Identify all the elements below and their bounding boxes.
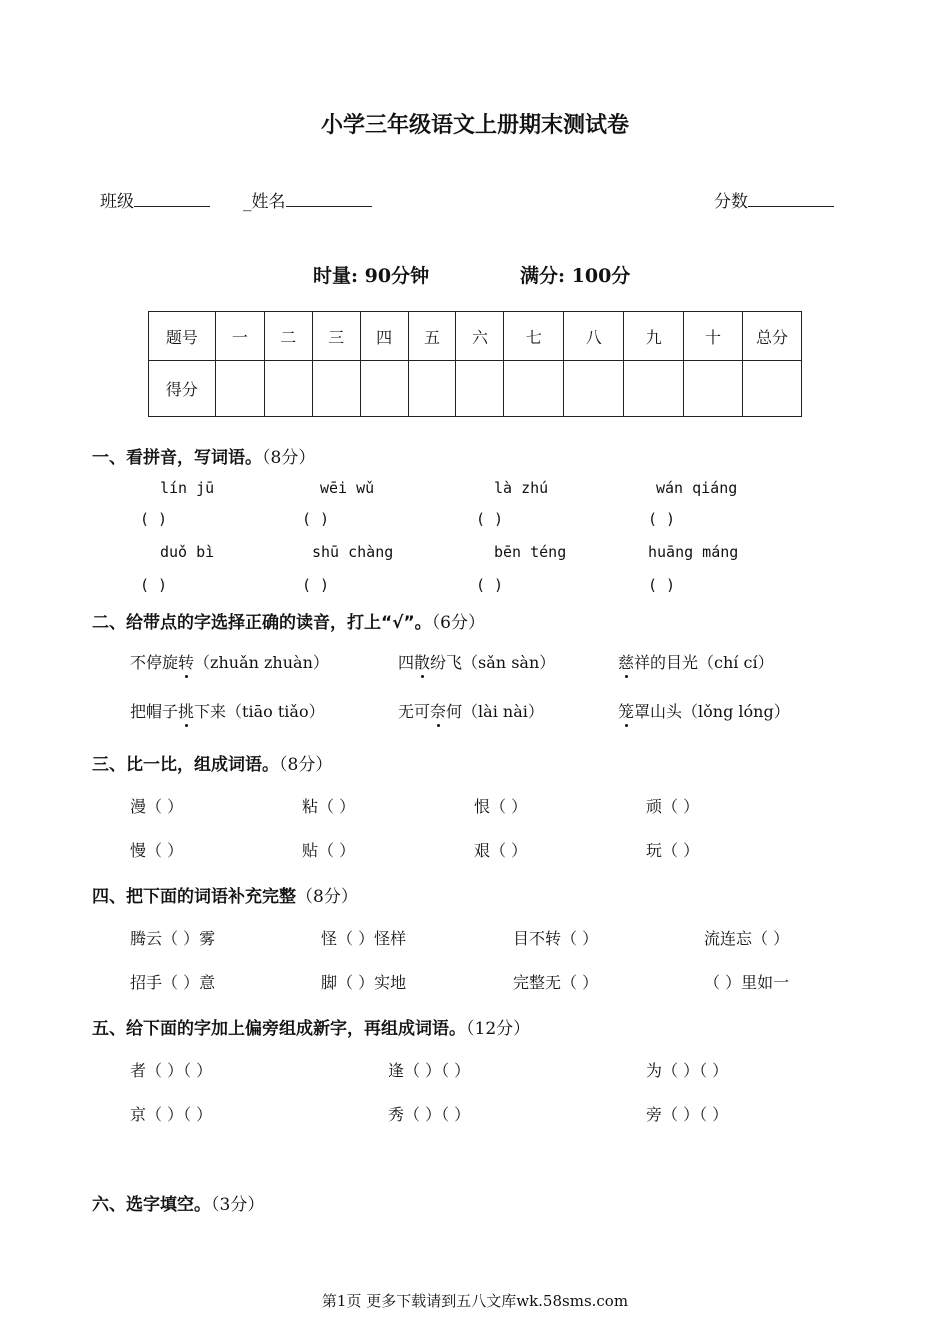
header-cell: 题号 [149,312,216,361]
answer-blank[interactable]: ( ) [140,576,168,594]
idiom-item[interactable]: 流连忘（ ） [704,929,790,948]
pinyin: wēi wǔ [320,479,375,497]
section-title: 二、给带点的字选择正确的读音，打上“√”。 [92,613,432,633]
answer-blank[interactable]: ( ) [476,510,504,528]
dotted-char: 慈 [618,650,634,673]
radical-item[interactable]: 旁（ ）（ ） [646,1105,729,1124]
word-text: 罩山头 [634,702,683,721]
score-cell[interactable] [456,361,504,417]
word-text: 祥的目光 [634,653,699,672]
word-text: 纷飞 [430,653,463,672]
header-cell: 四 [360,312,408,361]
time-limit: 时量: 90分钟 [313,265,430,287]
page-title: 小学三年级语文上册期末测试卷 [320,113,629,138]
score-cell[interactable] [742,361,801,417]
pinyin-options: （tiāo tiǎo） [226,702,325,721]
row-label-cell: 得分 [149,361,216,417]
dotted-char: 散 [414,650,430,673]
pinyin: là zhú [494,479,549,497]
compare-item[interactable]: 慢（ ） [130,841,184,860]
pinyin: lín jū [160,479,215,497]
score-label: 分数 [714,192,748,212]
class-underline [134,192,210,207]
header-cell: 五 [408,312,456,361]
reading-item[interactable] [130,699,325,722]
pinyin: duǒ bì [160,543,215,561]
header-cell: 二 [264,312,312,361]
reading-item[interactable] [618,650,774,673]
answer-blank[interactable]: ( ) [648,576,676,594]
header-cell: 九 [624,312,684,361]
word-text: 不停旋 [130,653,179,672]
reading-item[interactable] [398,699,544,722]
score-cell[interactable] [564,361,624,417]
reading-item[interactable] [618,699,790,722]
name-underline [286,192,372,207]
radical-item[interactable]: 为（ ）（ ） [646,1061,729,1080]
section-points: （8分） [262,448,316,468]
score-cell[interactable] [264,361,312,417]
compare-item[interactable]: 玩（ ） [646,841,700,860]
header-cell: 总分 [742,312,801,361]
score-table-header-row [149,312,802,361]
header-cell: 三 [312,312,360,361]
pinyin-options: （chí cí） [698,653,774,672]
section-points: （12分） [466,1019,531,1039]
reading-item[interactable] [130,650,329,673]
score-cell[interactable] [624,361,684,417]
pinyin: shū chàng [312,543,394,561]
answer-blank[interactable]: ( ) [476,576,504,594]
score-cell[interactable] [215,361,264,417]
section-5-heading [92,1014,530,1039]
score-underline [748,192,834,207]
dotted-char: 转 [178,650,194,673]
score-cell[interactable] [504,361,564,417]
section-4-heading [92,882,358,907]
section-title: 三、比一比，组成词语。 [92,755,279,775]
compare-item[interactable]: 漫（ ） [130,797,184,816]
idiom-item[interactable]: 怪（ ）怪样 [321,929,407,948]
pinyin-options: （zhuǎn zhuàn） [194,653,329,672]
answer-blank[interactable]: ( ) [302,576,330,594]
dotted-char: 笼 [618,699,634,722]
page-footer: 第1页 更多下载请到五八文库wk.58sms.com [321,1292,629,1310]
score-table [148,311,802,417]
header-cell: 七 [504,312,564,361]
section-3-heading [92,750,332,775]
class-field [100,187,210,212]
section-points: （8分） [296,887,358,907]
idiom-item[interactable]: （ ）里如一 [704,973,790,992]
pinyin-options: （lài nài） [462,702,544,721]
radical-item[interactable]: 者（ ）（ ） [130,1061,213,1080]
dotted-char: 奈 [430,699,446,722]
section-title: 五、给下面的字加上偏旁组成新字，再组成词语。 [92,1019,466,1039]
radical-item[interactable]: 秀（ ）（ ） [388,1105,471,1124]
pinyin: huāng máng [648,543,739,561]
section-points: （3分） [211,1195,265,1215]
idiom-item[interactable]: 腾云（ ）雾 [130,929,216,948]
compare-item[interactable]: 艰（ ） [474,841,528,860]
radical-item[interactable]: 京（ ）（ ） [130,1105,213,1124]
answer-blank[interactable]: ( ) [302,510,330,528]
answer-blank[interactable]: ( ) [140,510,168,528]
header-cell: 一 [215,312,264,361]
header-cell: 六 [456,312,504,361]
pinyin-options: （sǎn sàn） [462,653,556,672]
idiom-item[interactable]: 脚（ ）实地 [321,973,407,992]
score-field [714,187,834,212]
section-title: 四、把下面的词语补充完整 [92,887,296,907]
word-text: 何 [446,702,463,721]
section-2-heading [92,608,485,633]
section-points: （6分） [431,613,486,633]
word-text: 下来 [194,702,227,721]
name-field [243,187,372,212]
full-score: 满分: 100分 [520,265,631,287]
section-title: 一、看拼音，写词语。 [92,448,262,468]
class-label: 班级 [100,192,134,212]
idiom-item[interactable]: 招手（ ）意 [130,973,216,992]
name-label: _姓名 [243,192,286,212]
score-table-score-row [149,361,802,417]
score-cell[interactable] [360,361,408,417]
compare-item[interactable]: 顽（ ） [646,797,700,816]
dotted-char: 挑 [178,699,194,722]
score-cell[interactable] [312,361,360,417]
pinyin-options: （lǒng lóng） [682,702,790,721]
word-text: 无可 [398,702,431,721]
header-cell: 十 [684,312,743,361]
section-title: 六、选字填空。 [92,1195,211,1215]
score-cell[interactable] [408,361,456,417]
answer-blank[interactable]: ( ) [648,510,676,528]
compare-item[interactable]: 粘（ ） [302,797,356,816]
pinyin: bēn téng [494,543,567,561]
idiom-item[interactable]: 目不转（ ） [513,929,599,948]
score-cell[interactable] [684,361,743,417]
word-text: 把帽子 [130,702,179,721]
header-cell: 八 [564,312,624,361]
word-text: 四 [398,653,415,672]
section-1-heading [92,443,315,468]
reading-item[interactable] [398,650,555,673]
section-6-heading [92,1190,264,1215]
compare-item[interactable]: 贴（ ） [302,841,356,860]
pinyin: wán qiáng [656,479,738,497]
idiom-item[interactable]: 完整无（ ） [513,973,599,992]
compare-item[interactable]: 恨（ ） [474,797,528,816]
radical-item[interactable]: 逢（ ）（ ） [388,1061,471,1080]
section-points: （8分） [279,755,333,775]
